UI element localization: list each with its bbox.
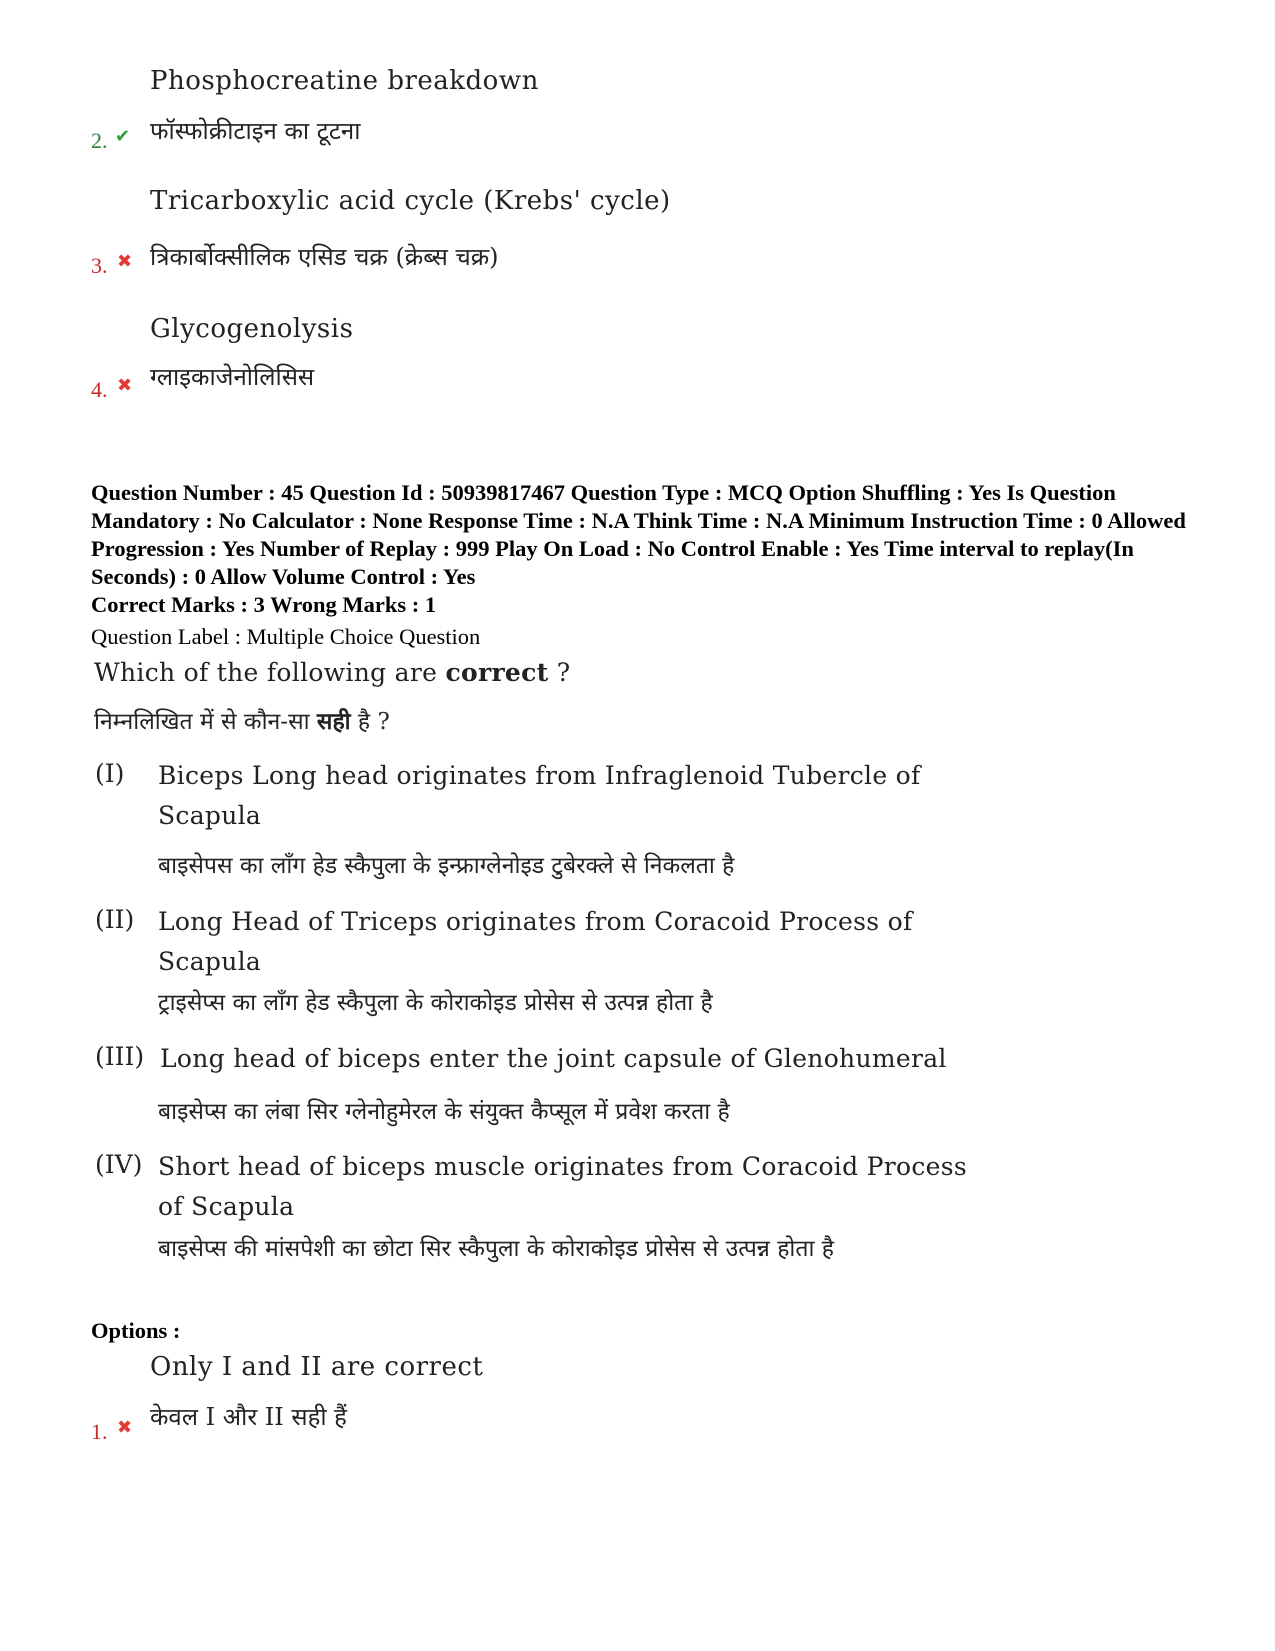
option-hindi: फॉस्फोक्रीटाइन का टूटना [150,117,361,145]
question-meta: Question Number : 45 Question Id : 50939817467 Question Type : MCQ Option Shuffling : Yes Is Question Mandatory : No Calculator : None Response Time : N.A Think Time : N.A Minimum Instruction Time : 0 Allowed Progression : Yes Number of Replay : 999 Play On Load : No Control Enable : Yes Time interval to replay(In Seconds) : 0 Allow Volume Control : Yes [91,480,1186,589]
statement-hindi: बाइसेप्स की मांसपेशी का छोटा सिर स्कैपुला के कोराकोइड प्रोसेस से उत्पन्न होता है [158,1236,834,1262]
option-hindi: त्रिकार्बोक्सीलिक एसिड चक्र (क्रेब्स चक्र) [150,243,499,271]
option-english: Tricarboxylic acid cycle (Krebs' cycle) [150,186,671,216]
cross-icon: ✖ [117,1417,133,1438]
option-number: 4. [91,377,108,402]
statement-english: Biceps Long head originates from Infraglenoid Tubercle of Scapula [158,761,921,830]
statement-label: (II) [95,905,135,934]
statement-hindi: बाइसेप्स का लंबा सिर ग्लेनोहुमेरल के संयुक्त कैप्सूल में प्रवेश करता है [158,1099,730,1125]
option-english: Glycogenolysis [150,314,354,344]
option-hindi: केवल I और II सही हैं [150,1403,347,1431]
option-number: 2. [91,128,108,153]
option-english: Phosphocreatine breakdown [150,66,539,96]
statement-label: (III) [95,1042,145,1071]
option-number: 1. [91,1419,108,1444]
check-icon: ✔ [115,126,131,147]
question-label: Question Label : Multiple Choice Question [91,624,481,649]
statement-label: (I) [95,759,125,788]
statement-english: Long head of biceps enter the joint capsule of Glenohumeral [160,1044,947,1073]
statement-english: Short head of biceps muscle originates from Coracoid Process of Scapula [158,1152,968,1221]
cross-icon: ✖ [117,251,133,272]
cross-icon: ✖ [117,375,133,396]
statement-hindi: ट्राइसेप्स का लॉंग हेड स्कैपुला के कोराकोइड प्रोसेस से उत्पन्न होता है [158,990,713,1016]
option-english: Only I and II are correct [150,1352,484,1382]
options-heading: Options : [91,1318,181,1343]
question-hindi: निम्नलिखित में से कौन-सा सही है ? [94,708,390,735]
marks-line: Correct Marks : 3 Wrong Marks : 1 [91,592,437,617]
statement-label: (IV) [95,1150,143,1179]
statement-hindi: बाइसेपस का लॉंग हेड स्कैपुला के इन्फ्राग्लेनोइड टुबेरक्ले से निकलता है [158,853,735,879]
option-number: 3. [91,253,108,278]
option-hindi: ग्लाइकाजेनोलिसिस [150,363,315,391]
question-english: Which of the following are correct ? [94,658,571,687]
statement-english: Long Head of Triceps originates from Coracoid Process of Scapula [158,907,913,976]
